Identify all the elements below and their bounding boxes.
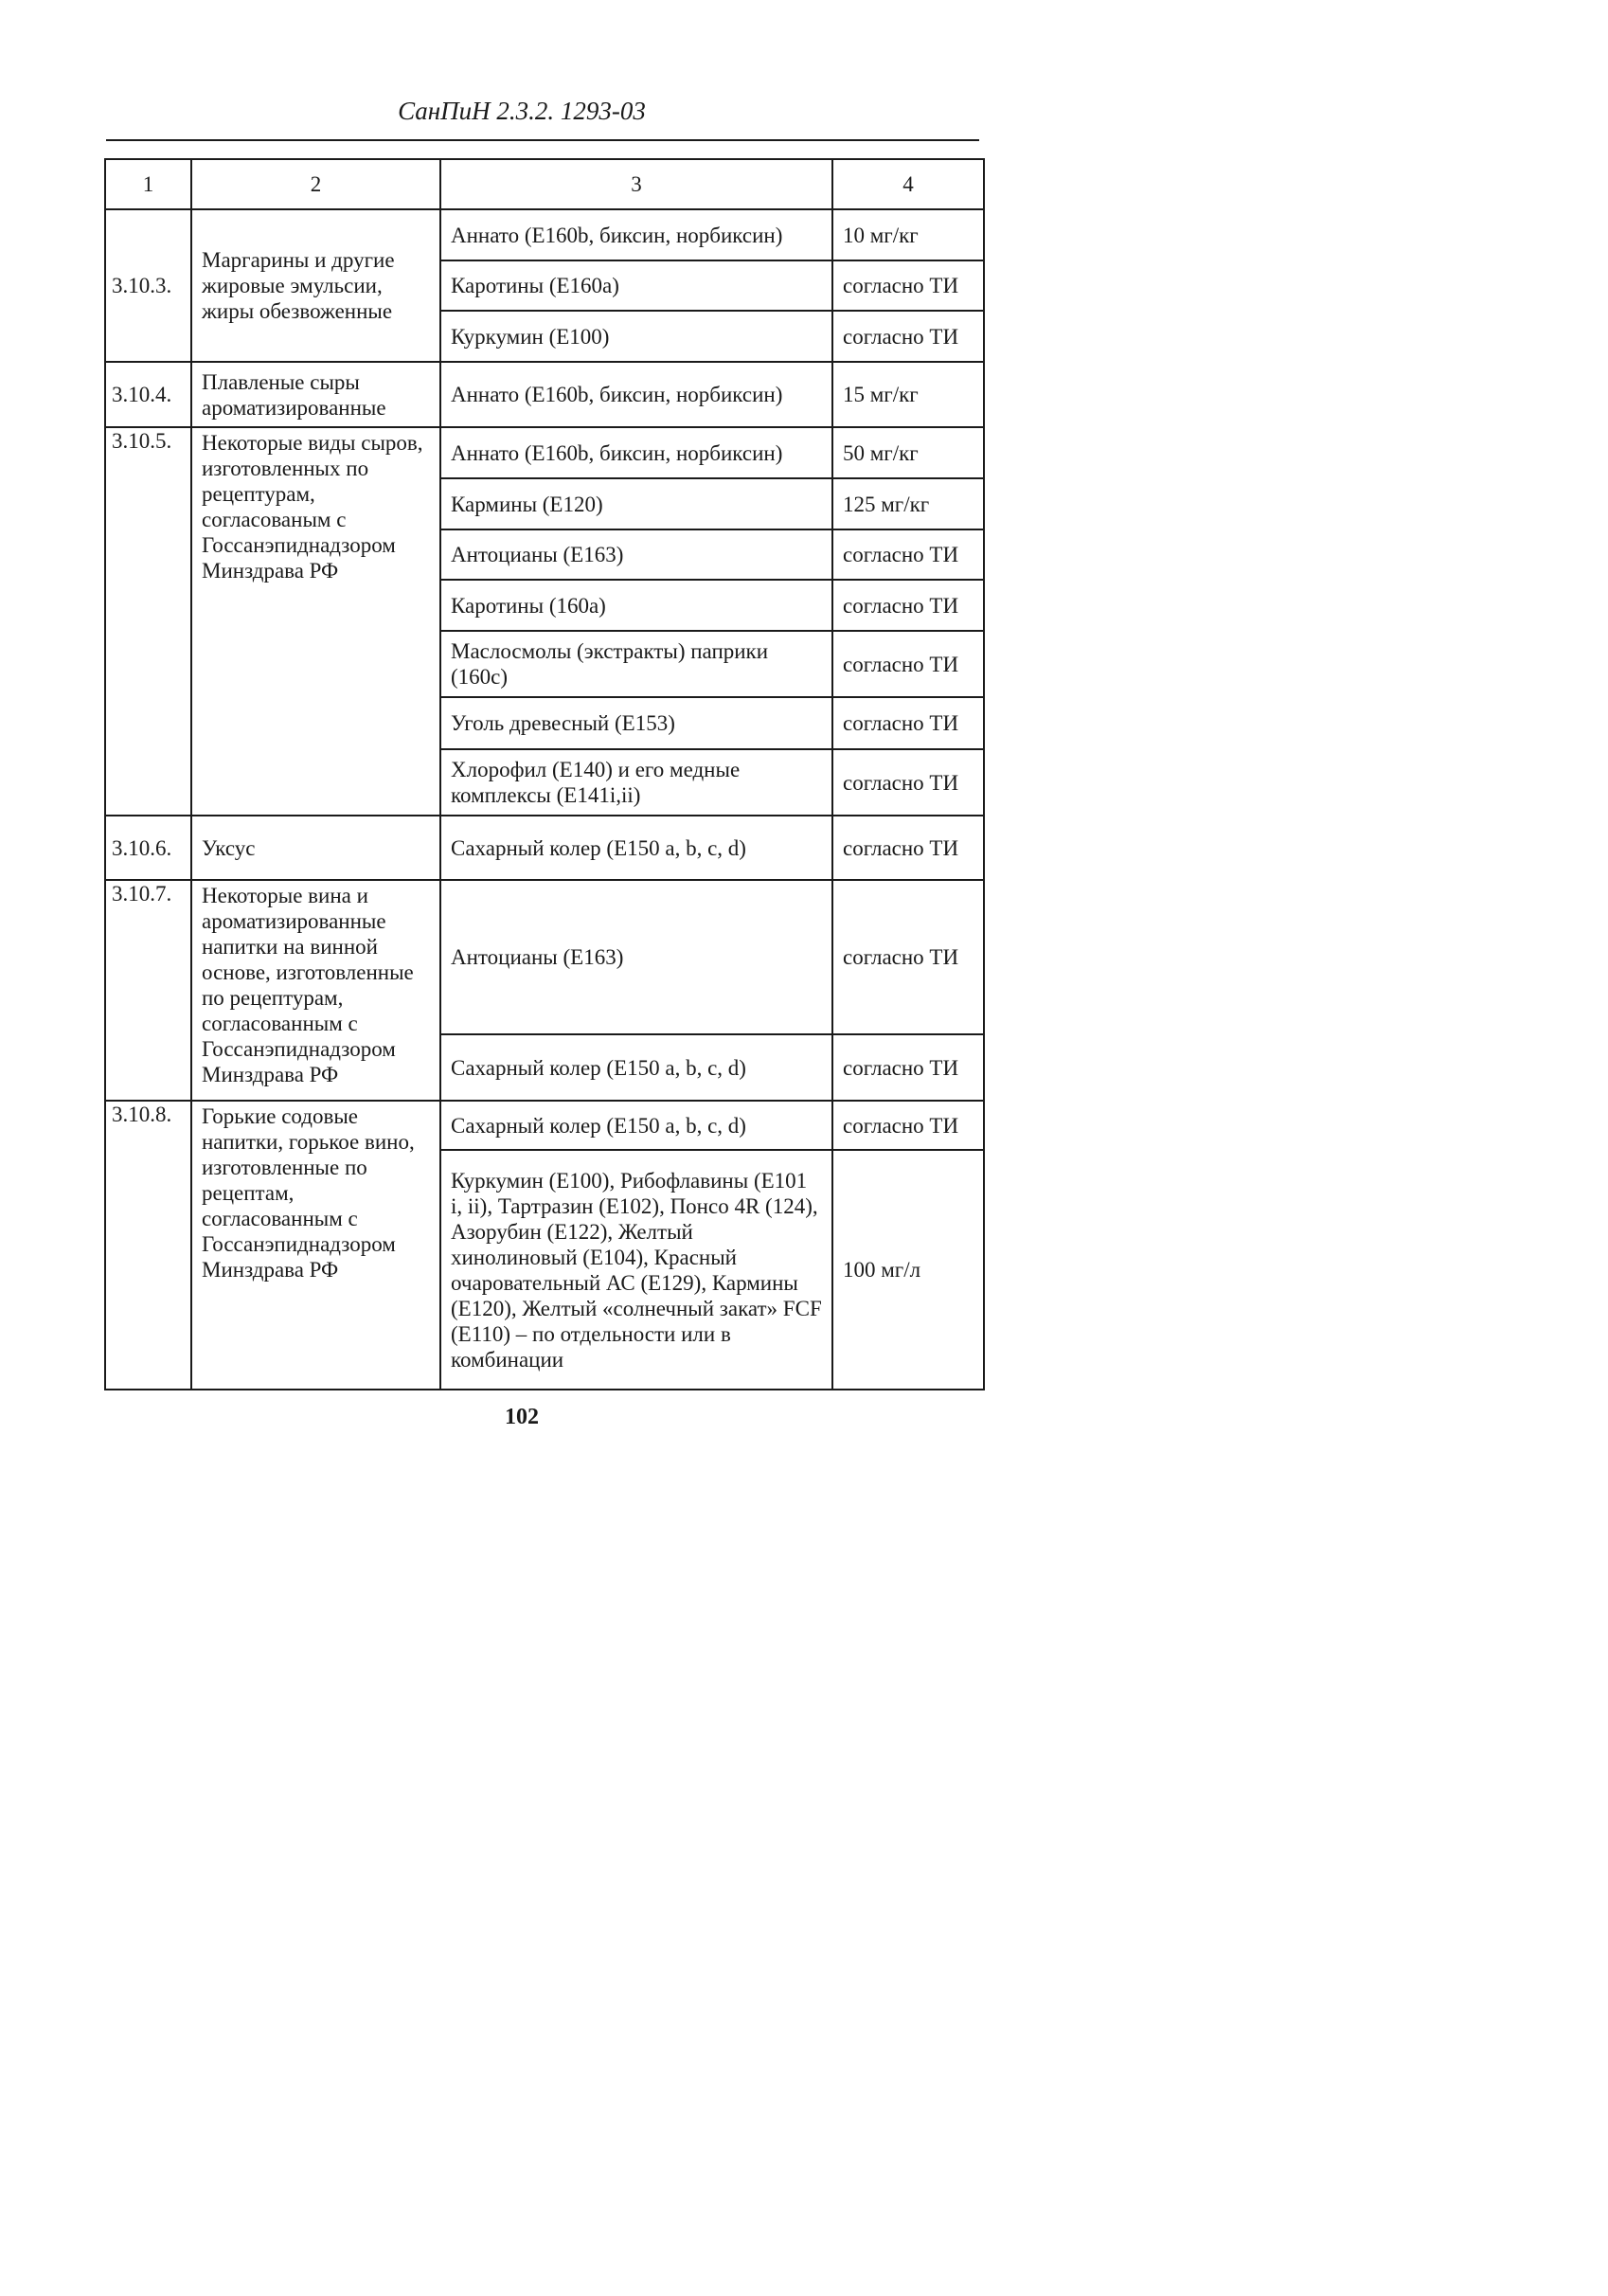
product-name: Плавленые сыры ароматизированные xyxy=(191,362,440,427)
additive-name: Кармины (Е120) xyxy=(440,478,832,529)
column-header: 3 xyxy=(440,159,832,209)
max-level: согласно ТИ xyxy=(832,697,984,749)
max-level: согласно ТИ xyxy=(832,749,984,816)
product-name: Горькие содовые напитки, горькое вино, изготовленные по рецептам, согласованным с Госсанэпиднадзором Минздрава РФ xyxy=(191,1101,440,1390)
item-code: 3.10.8. xyxy=(105,1101,191,1390)
additive-name: Антоцианы (Е163) xyxy=(440,529,832,580)
additive-name: Каротины (Е160а) xyxy=(440,260,832,311)
max-level: согласно ТИ xyxy=(832,1101,984,1150)
additive-name: Аннато (Е160b, биксин, норбиксин) xyxy=(440,362,832,427)
additive-name: Аннато (Е160b, биксин, норбиксин) xyxy=(440,427,832,478)
table-row xyxy=(105,427,984,478)
additive-name: Куркумин (Е100), Рибофлавины (Е101 i, ii), Тартразин (Е102), Понсо 4R (124), Азорубин (Е122), Желтый хинолиновый (Е104), Красный очаровательный АС (Е129), Кармины (Е120), Желтый «солнечный закат» FCF (Е110) – по отдельности или в комбинации xyxy=(440,1150,832,1390)
table-row xyxy=(105,362,984,427)
additive-name: Сахарный колер (Е150 a, b, c, d) xyxy=(440,1101,832,1150)
item-code: 3.10.3. xyxy=(105,209,191,362)
item-code: 3.10.4. xyxy=(105,362,191,427)
column-header: 1 xyxy=(105,159,191,209)
additive-name: Каротины (160а) xyxy=(440,580,832,631)
max-level: 100 мг/л xyxy=(832,1150,984,1390)
table-row xyxy=(105,880,984,1034)
max-level: согласно ТИ xyxy=(832,631,984,697)
additive-name: Хлорофил (Е140) и его медные комплексы (Е141i,ii) xyxy=(440,749,832,816)
max-level: согласно ТИ xyxy=(832,880,984,1034)
table-row xyxy=(105,209,984,260)
max-level: согласно ТИ xyxy=(832,1034,984,1101)
max-level: 15 мг/кг xyxy=(832,362,984,427)
column-header: 2 xyxy=(191,159,440,209)
additives-table xyxy=(104,158,985,1390)
additive-name: Сахарный колер (Е150 a, b, c, d) xyxy=(440,1034,832,1101)
max-level: 50 мг/кг xyxy=(832,427,984,478)
product-name: Некоторые виды сыров, изготовленных по рецептурам, согласованым с Госсанэпиднадзором Минздрава РФ xyxy=(191,427,440,816)
page-number: 102 xyxy=(505,1405,539,1429)
additive-name: Аннато (Е160b, биксин, норбиксин) xyxy=(440,209,832,260)
additive-name: Антоцианы (Е163) xyxy=(440,880,832,1034)
header-rule xyxy=(106,139,979,141)
table-row xyxy=(105,1101,984,1150)
additive-name: Маслосмолы (экстракты) паприки (160с) xyxy=(440,631,832,697)
running-header: СанПиН 2.3.2. 1293-03 xyxy=(398,97,646,125)
table-row xyxy=(105,816,984,880)
max-level: согласно ТИ xyxy=(832,311,984,362)
additive-name: Сахарный колер (Е150 a, b, c, d) xyxy=(440,816,832,880)
max-level: 10 мг/кг xyxy=(832,209,984,260)
max-level: согласно ТИ xyxy=(832,260,984,311)
item-code: 3.10.7. xyxy=(105,880,191,1101)
item-code: 3.10.5. xyxy=(105,427,191,816)
max-level: согласно ТИ xyxy=(832,816,984,880)
column-header: 4 xyxy=(832,159,984,209)
additive-name: Уголь древесный (Е153) xyxy=(440,697,832,749)
max-level: согласно ТИ xyxy=(832,529,984,580)
item-code: 3.10.6. xyxy=(105,816,191,880)
additive-name: Куркумин (Е100) xyxy=(440,311,832,362)
product-name: Некоторые вина и ароматизированные напитки на винной основе, изготовленные по рецептурам, согласованным с Госсанэпиднадзором Минздрава РФ xyxy=(191,880,440,1101)
product-name: Маргарины и другие жировые эмульсии, жиры обезвоженные xyxy=(191,209,440,362)
product-name: Уксус xyxy=(191,816,440,880)
max-level: 125 мг/кг xyxy=(832,478,984,529)
max-level: согласно ТИ xyxy=(832,580,984,631)
table-header-row xyxy=(105,159,984,209)
